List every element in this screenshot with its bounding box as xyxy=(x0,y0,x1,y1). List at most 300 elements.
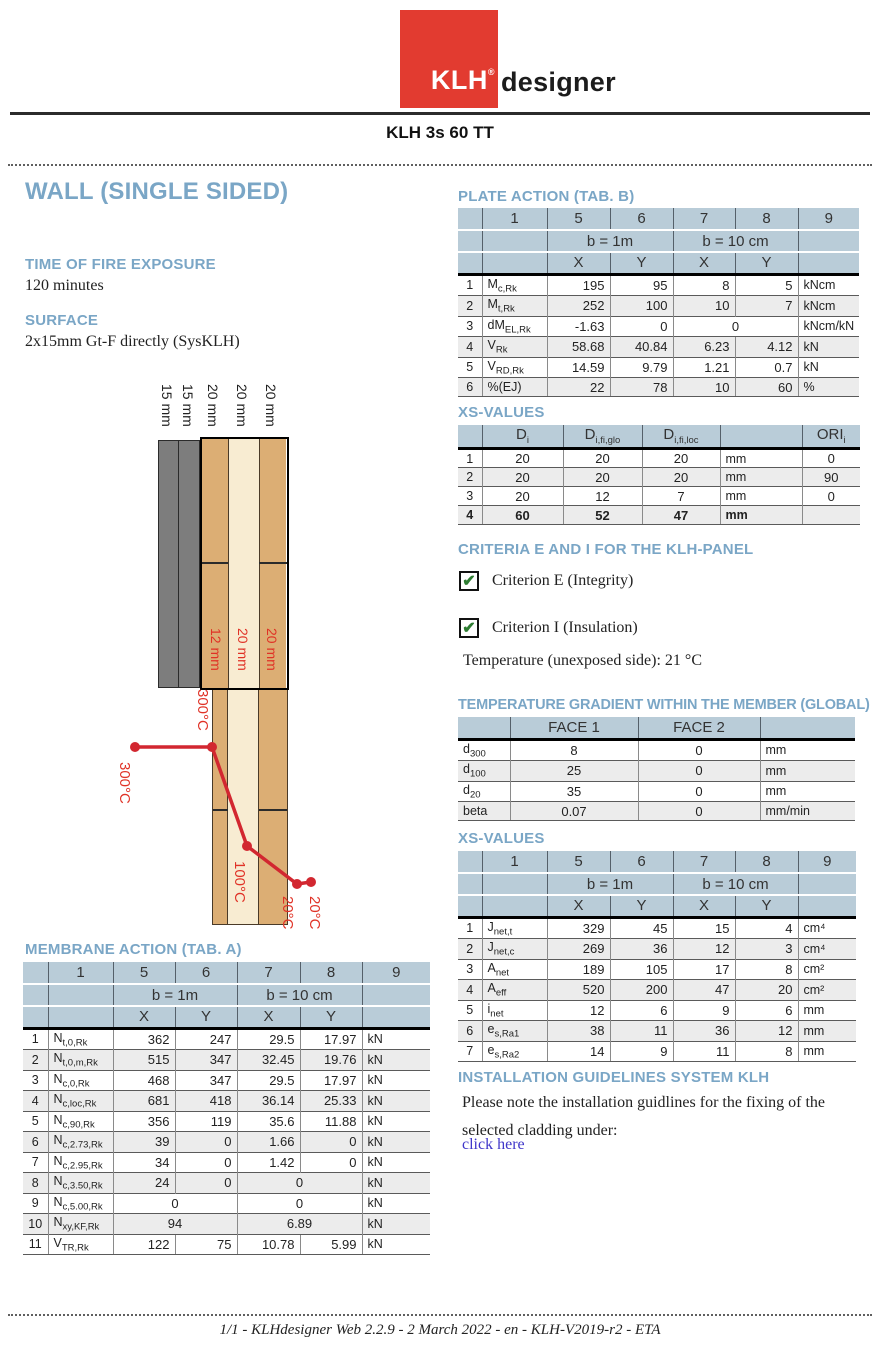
table-header-row xyxy=(458,873,856,895)
table-cell xyxy=(458,230,482,252)
product-title: KLH 3s 60 TT xyxy=(386,123,494,142)
table-cell: 60 xyxy=(482,506,563,525)
table-cell: 1 xyxy=(458,449,482,468)
table-cell: Y xyxy=(610,895,673,917)
page-title: WALL (SINGLE SIDED) xyxy=(25,178,289,205)
table-cell: 0 xyxy=(802,487,860,506)
table-cell: 38 xyxy=(547,1021,610,1042)
table-row xyxy=(458,274,859,296)
table-cell: kN xyxy=(362,1111,430,1132)
table-cell: X xyxy=(673,895,735,917)
temperature-gradient-table xyxy=(458,717,855,821)
table-cell: mm xyxy=(798,1021,856,1042)
table-cell: 5.99 xyxy=(300,1234,362,1255)
table-cell: 2 xyxy=(458,468,482,487)
membrane-action-table xyxy=(23,962,430,1255)
table-cell: 1 xyxy=(458,917,482,939)
table-cell: 22 xyxy=(547,378,610,397)
fire-exposure-value: 120 minutes xyxy=(25,277,104,294)
table-cell: 5 xyxy=(113,962,175,984)
temperature-gradient-table xyxy=(458,717,855,821)
table-cell xyxy=(458,717,510,739)
table-cell: mm/min xyxy=(760,802,855,821)
table-cell: 7 xyxy=(642,487,720,506)
table-cell: kN xyxy=(798,357,859,378)
table-row xyxy=(23,1070,430,1091)
table-cell: $M_{t,Rk}$ xyxy=(482,296,547,317)
table-cell: 8 xyxy=(673,274,735,296)
table-cell: % xyxy=(798,378,859,397)
table-cell: -1.63 xyxy=(547,316,610,337)
table-cell: 8 xyxy=(300,962,362,984)
table-cell: kN xyxy=(362,1070,430,1091)
table-header-row xyxy=(458,230,859,252)
table-cell: 11 xyxy=(673,1041,735,1062)
table-row xyxy=(23,1234,430,1255)
table-cell: $ORI_i$ xyxy=(802,425,860,449)
table-cell: $N_{c,loc,Rk}$ xyxy=(48,1091,113,1112)
table-cell xyxy=(760,717,855,739)
table-cell: 269 xyxy=(547,939,610,960)
table-cell: cm⁴ xyxy=(798,939,856,960)
table-cell: 0 xyxy=(673,316,798,337)
table-cell: 356 xyxy=(113,1111,175,1132)
table-cell: 6 xyxy=(458,378,482,397)
table-cell: 20 xyxy=(563,468,642,487)
table-row xyxy=(23,1028,430,1050)
board-joint-line xyxy=(259,562,287,564)
table-cell xyxy=(362,1006,430,1028)
table-cell: 6 xyxy=(610,851,673,873)
table-cell: 94 xyxy=(113,1214,237,1235)
table-cell: 11 xyxy=(23,1234,48,1255)
temperature-point-300 xyxy=(130,742,140,752)
table-cell xyxy=(482,252,547,274)
table-cell: 34 xyxy=(113,1152,175,1173)
table-cell: 122 xyxy=(113,1234,175,1255)
table-cell: 20 xyxy=(642,468,720,487)
temperature-point-20b xyxy=(306,877,316,887)
table-cell: kN xyxy=(362,1152,430,1173)
table-cell: $N_{c,2.73,Rk}$ xyxy=(48,1132,113,1153)
table-row xyxy=(458,1041,856,1062)
table-cell: 8 xyxy=(23,1173,48,1194)
xs-values-heading-2: XS-VALUES xyxy=(458,830,545,847)
table-cell: 19.76 xyxy=(300,1050,362,1071)
table-cell: 9 xyxy=(673,1000,735,1021)
table-cell: 32.45 xyxy=(237,1050,300,1071)
table-cell: 24 xyxy=(113,1173,175,1194)
table-cell xyxy=(23,984,48,1006)
table-cell: $N_{t,0,Rk}$ xyxy=(48,1028,113,1050)
table-cell: X xyxy=(547,895,610,917)
table-cell: 0 xyxy=(802,449,860,468)
residual-thickness-label: 20 mm xyxy=(235,628,251,671)
table-cell: 6 xyxy=(735,1000,798,1021)
table-cell: 14.59 xyxy=(547,357,610,378)
table-cell: mm xyxy=(720,487,802,506)
table-cell: 189 xyxy=(547,959,610,980)
table-cell: 7 xyxy=(673,208,735,230)
table-row xyxy=(23,1091,430,1112)
table-cell: $A_{net}$ xyxy=(482,959,547,980)
table-cell: 17.97 xyxy=(300,1028,362,1050)
table-cell: 6.23 xyxy=(673,337,735,358)
table-cell: 75 xyxy=(175,1234,237,1255)
table-cell: 0 xyxy=(300,1152,362,1173)
table-cell: 47 xyxy=(642,506,720,525)
table-cell: kN xyxy=(362,1132,430,1153)
table-cell: 6 xyxy=(23,1132,48,1153)
table-cell: 20 xyxy=(563,449,642,468)
registered-mark: ® xyxy=(487,67,495,77)
gypsum-layer xyxy=(178,440,200,688)
klh-logo-designer-text: designer xyxy=(501,67,616,97)
table-row xyxy=(23,1193,430,1214)
table-header-row xyxy=(458,208,859,230)
table-cell: 252 xyxy=(547,296,610,317)
table-cell: 7 xyxy=(237,962,300,984)
table-cell xyxy=(23,1006,48,1028)
temp-label-20b: 20°C xyxy=(306,896,323,930)
klh-logo xyxy=(400,10,498,108)
table-cell: 36.14 xyxy=(237,1091,300,1112)
table-cell: 2 xyxy=(23,1050,48,1071)
table-cell: 40.84 xyxy=(610,337,673,358)
table-cell: 9 xyxy=(23,1193,48,1214)
table-cell: 10 xyxy=(673,296,735,317)
table-cell: 12 xyxy=(563,487,642,506)
table-cell: $N_{c,5.00,Rk}$ xyxy=(48,1193,113,1214)
table-cell: 247 xyxy=(175,1028,237,1050)
table-cell: 20 xyxy=(735,980,798,1001)
table-cell: 1 xyxy=(458,274,482,296)
table-header-row xyxy=(458,851,856,873)
temperature-point-100 xyxy=(242,841,252,851)
table-cell: 0 xyxy=(237,1173,362,1194)
table-cell: FACE 2 xyxy=(638,717,760,739)
table-cell: $J_{net,c}$ xyxy=(482,939,547,960)
table-cell: 0 xyxy=(610,316,673,337)
table-cell xyxy=(802,506,860,525)
table-cell: 1.42 xyxy=(237,1152,300,1173)
table-cell xyxy=(458,851,482,873)
table-cell: 7 xyxy=(458,1041,482,1062)
criterion-e-label: Criterion E (Integrity) xyxy=(492,572,634,589)
table-row xyxy=(458,781,855,802)
table-cell: mm xyxy=(760,761,855,782)
table-cell: 6 xyxy=(458,1021,482,1042)
table-cell: Y xyxy=(175,1006,237,1028)
table-cell: X xyxy=(673,252,735,274)
table-row xyxy=(458,378,859,397)
table-row xyxy=(458,468,860,487)
table-cell: 4.12 xyxy=(735,337,798,358)
table-cell: $D_{i,fi,loc}$ xyxy=(642,425,720,449)
table-cell: 3 xyxy=(23,1070,48,1091)
table-cell: 4 xyxy=(23,1091,48,1112)
table-cell: 45 xyxy=(610,917,673,939)
installation-guidelines-link[interactable]: click here xyxy=(462,1136,525,1153)
table-cell xyxy=(798,230,859,252)
plate-action-heading: PLATE ACTION (TAB. B) xyxy=(458,188,635,205)
table-cell: 9 xyxy=(362,962,430,984)
table-cell: kN xyxy=(362,1028,430,1050)
table-cell: 0.07 xyxy=(510,802,638,821)
table-cell: 3 xyxy=(458,316,482,337)
table-cell: 681 xyxy=(113,1091,175,1112)
criterion-i-checkbox[interactable] xyxy=(459,618,479,638)
table-cell: 5 xyxy=(23,1111,48,1132)
membrane-action-heading: MEMBRANE ACTION (TAB. A) xyxy=(25,941,242,958)
table-cell: mm xyxy=(798,1041,856,1062)
table-cell: $J_{net,t}$ xyxy=(482,917,547,939)
top-dotted-divider xyxy=(8,164,872,166)
table-cell: 8 xyxy=(735,1041,798,1062)
table-cell: 9 xyxy=(798,208,859,230)
check-icon: ✔ xyxy=(462,620,476,637)
table-row xyxy=(458,337,859,358)
temperature-profile-line xyxy=(135,747,311,884)
table-row xyxy=(23,1214,430,1235)
table-cell: 362 xyxy=(113,1028,175,1050)
table-cell: 0 xyxy=(113,1193,237,1214)
table-cell: 52 xyxy=(563,506,642,525)
table-cell: $N_{t,0,m,Rk}$ xyxy=(48,1050,113,1071)
table-cell xyxy=(48,1006,113,1028)
table-cell: %(EJ) xyxy=(482,378,547,397)
table-cell: Y xyxy=(735,895,798,917)
layer-thickness-label: 15 mm xyxy=(159,384,175,427)
installation-guidelines-heading: INSTALLATION GUIDELINES SYSTEM KLH xyxy=(458,1069,770,1086)
table-row xyxy=(23,1132,430,1153)
table-cell: 515 xyxy=(113,1050,175,1071)
table-cell: X xyxy=(547,252,610,274)
footer-text: 1/1 - KLHdesigner Web 2.2.9 - 2 March 2022 - en - KLH-V2019-r2 - ETA xyxy=(219,1322,661,1338)
fire-exposure-heading: TIME OF FIRE EXPOSURE xyxy=(25,256,216,273)
table-cell: 6 xyxy=(175,962,237,984)
table-cell: 195 xyxy=(547,274,610,296)
xs-values-heading-1: XS-VALUES xyxy=(458,404,545,421)
gypsum-layer xyxy=(158,440,179,688)
table-cell: mm xyxy=(760,781,855,802)
table-cell: 4 xyxy=(458,337,482,358)
table-cell: cm⁴ xyxy=(798,917,856,939)
table-cell: 5 xyxy=(547,208,610,230)
table-cell: 0 xyxy=(638,802,760,821)
table-cell: kN xyxy=(798,337,859,358)
table-cell: 29.5 xyxy=(237,1070,300,1091)
table-cell: $dM_{EL,Rk}$ xyxy=(482,316,547,337)
table-header-row xyxy=(458,895,856,917)
table-cell: cm² xyxy=(798,959,856,980)
table-cell: $V_{Rk}$ xyxy=(482,337,547,358)
table-cell: 6 xyxy=(610,1000,673,1021)
table-row xyxy=(458,506,860,525)
table-cell: 1 xyxy=(482,851,547,873)
table-cell: Y xyxy=(610,252,673,274)
residual-thickness-label: 20 mm xyxy=(264,628,280,671)
table-cell: 200 xyxy=(610,980,673,1001)
table-cell: b = 10 cm xyxy=(673,873,798,895)
table-cell: 7 xyxy=(735,296,798,317)
table-cell: 0 xyxy=(237,1193,362,1214)
table-cell xyxy=(48,984,113,1006)
table-row xyxy=(458,296,859,317)
table-cell: 5 xyxy=(458,1000,482,1021)
table-cell: 119 xyxy=(175,1111,237,1132)
table-cell xyxy=(482,230,547,252)
table-cell: 39 xyxy=(113,1132,175,1153)
header-rule xyxy=(10,112,870,115)
table-cell: 10 xyxy=(23,1214,48,1235)
table-cell: 3 xyxy=(735,939,798,960)
table-cell: Y xyxy=(300,1006,362,1028)
table-cell: $M_{c,Rk}$ xyxy=(482,274,547,296)
table-cell xyxy=(23,962,48,984)
table-row xyxy=(23,1152,430,1173)
table-cell: 6.89 xyxy=(237,1214,362,1235)
table-cell: 3 xyxy=(458,487,482,506)
table-cell: 0 xyxy=(175,1132,237,1153)
table-cell xyxy=(482,873,547,895)
table-cell: 0 xyxy=(638,781,760,802)
temp-label-20a: 20°C xyxy=(279,896,296,930)
plate-action-table xyxy=(458,208,859,397)
table-cell: 12 xyxy=(547,1000,610,1021)
xs-values-table-2 xyxy=(458,851,856,1062)
table-cell: 1.66 xyxy=(237,1132,300,1153)
table-cell: mm xyxy=(720,506,802,525)
table-cell: kNcm xyxy=(798,274,859,296)
table-cell: cm² xyxy=(798,980,856,1001)
table-cell: 1 xyxy=(23,1028,48,1050)
table-cell: 20 xyxy=(642,449,720,468)
table-cell: b = 10 cm xyxy=(237,984,362,1006)
table-row xyxy=(458,802,855,821)
layer-thickness-label: 20 mm xyxy=(205,384,221,427)
table-header-row xyxy=(458,717,855,739)
board-joint-line xyxy=(202,562,228,564)
table-cell: 7 xyxy=(23,1152,48,1173)
table-cell: 5 xyxy=(735,274,798,296)
table-cell: $N_{xy,KF,Rk}$ xyxy=(48,1214,113,1235)
table-cell: 0 xyxy=(638,761,760,782)
table-cell: $d_{100}$ xyxy=(458,761,510,782)
table-header-row xyxy=(458,252,859,274)
plate-action-table xyxy=(458,208,859,397)
table-cell: 20 xyxy=(482,468,563,487)
layer-thickness-label: 20 mm xyxy=(234,384,250,427)
table-cell: b = 1m xyxy=(547,230,673,252)
table-cell: mm xyxy=(720,449,802,468)
table-cell xyxy=(362,984,430,1006)
table-cell: $A_{eff}$ xyxy=(482,980,547,1001)
table-cell: 15 xyxy=(673,917,735,939)
table-cell: 47 xyxy=(673,980,735,1001)
table-cell: 29.5 xyxy=(237,1028,300,1050)
temperature-gradient-heading: TEMPERATURE GRADIENT WITHIN THE MEMBER (GLOBAL) xyxy=(458,697,870,713)
check-icon: ✔ xyxy=(462,573,476,590)
criterion-e-checkbox[interactable] xyxy=(459,571,479,591)
layer-thickness-label: 20 mm xyxy=(263,384,279,427)
table-row xyxy=(23,1111,430,1132)
table-cell: $N_{c,2.95,Rk}$ xyxy=(48,1152,113,1173)
xs-values-table-2 xyxy=(458,851,856,1062)
table-cell: 17 xyxy=(673,959,735,980)
table-row xyxy=(458,959,856,980)
temp-label-300-left: 300°C xyxy=(116,762,133,804)
table-cell: $V_{TR,Rk}$ xyxy=(48,1234,113,1255)
table-cell: 4 xyxy=(458,980,482,1001)
table-cell: $N_{c,3.50,Rk}$ xyxy=(48,1173,113,1194)
temp-label-300-surface: 300°C xyxy=(194,689,211,731)
table-cell: 12 xyxy=(735,1021,798,1042)
table-cell: 95 xyxy=(610,274,673,296)
table-cell: kN xyxy=(362,1193,430,1214)
table-cell: 4 xyxy=(735,917,798,939)
table-cell xyxy=(482,895,547,917)
table-cell: kN xyxy=(362,1234,430,1255)
installation-guidelines-text: Please note the installation guidlines for the fixing of the selected cladding under: xyxy=(462,1094,826,1139)
table-cell: 9 xyxy=(610,1041,673,1062)
table-cell: 347 xyxy=(175,1050,237,1071)
table-cell: $N_{c,0,Rk}$ xyxy=(48,1070,113,1091)
table-cell xyxy=(798,252,859,274)
residual-thickness-label: 12 mm xyxy=(208,628,224,671)
table-row xyxy=(458,939,856,960)
table-cell: 0 xyxy=(638,739,760,761)
table-header-row xyxy=(23,984,430,1006)
table-cell xyxy=(458,208,482,230)
table-cell: 1 xyxy=(482,208,547,230)
table-cell: 35 xyxy=(510,781,638,802)
table-cell: b = 10 cm xyxy=(673,230,798,252)
criterion-i-label: Criterion I (Insulation) xyxy=(492,619,638,636)
table-cell: kNcm xyxy=(798,296,859,317)
layer-thickness-label: 15 mm xyxy=(180,384,196,427)
table-cell xyxy=(458,895,482,917)
table-row xyxy=(458,917,856,939)
table-cell: 11.88 xyxy=(300,1111,362,1132)
table-cell: kN xyxy=(362,1173,430,1194)
table-cell: $D_i$ xyxy=(482,425,563,449)
table-row xyxy=(458,980,856,1001)
table-cell: 5 xyxy=(458,357,482,378)
table-cell: 5 xyxy=(547,851,610,873)
table-row xyxy=(23,1050,430,1071)
criteria-heading: CRITERIA E AND I FOR THE KLH-PANEL xyxy=(458,541,754,558)
table-cell: 8 xyxy=(735,208,798,230)
table-row xyxy=(458,316,859,337)
table-cell: $i_{net}$ xyxy=(482,1000,547,1021)
temperature-profile-plot xyxy=(110,720,340,910)
table-row xyxy=(458,1000,856,1021)
table-cell: 25 xyxy=(510,761,638,782)
table-cell: 25.33 xyxy=(300,1091,362,1112)
table-cell: 100 xyxy=(610,296,673,317)
table-cell: 0 xyxy=(175,1152,237,1173)
table-cell: 329 xyxy=(547,917,610,939)
table-cell: $e_{s,Ra2}$ xyxy=(482,1041,547,1062)
table-cell: mm xyxy=(798,1000,856,1021)
table-cell: $N_{c,90,Rk}$ xyxy=(48,1111,113,1132)
table-cell: 17.97 xyxy=(300,1070,362,1091)
table-cell: 36 xyxy=(610,939,673,960)
table-cell: b = 1m xyxy=(547,873,673,895)
table-cell: 0 xyxy=(175,1173,237,1194)
table-cell: 78 xyxy=(610,378,673,397)
